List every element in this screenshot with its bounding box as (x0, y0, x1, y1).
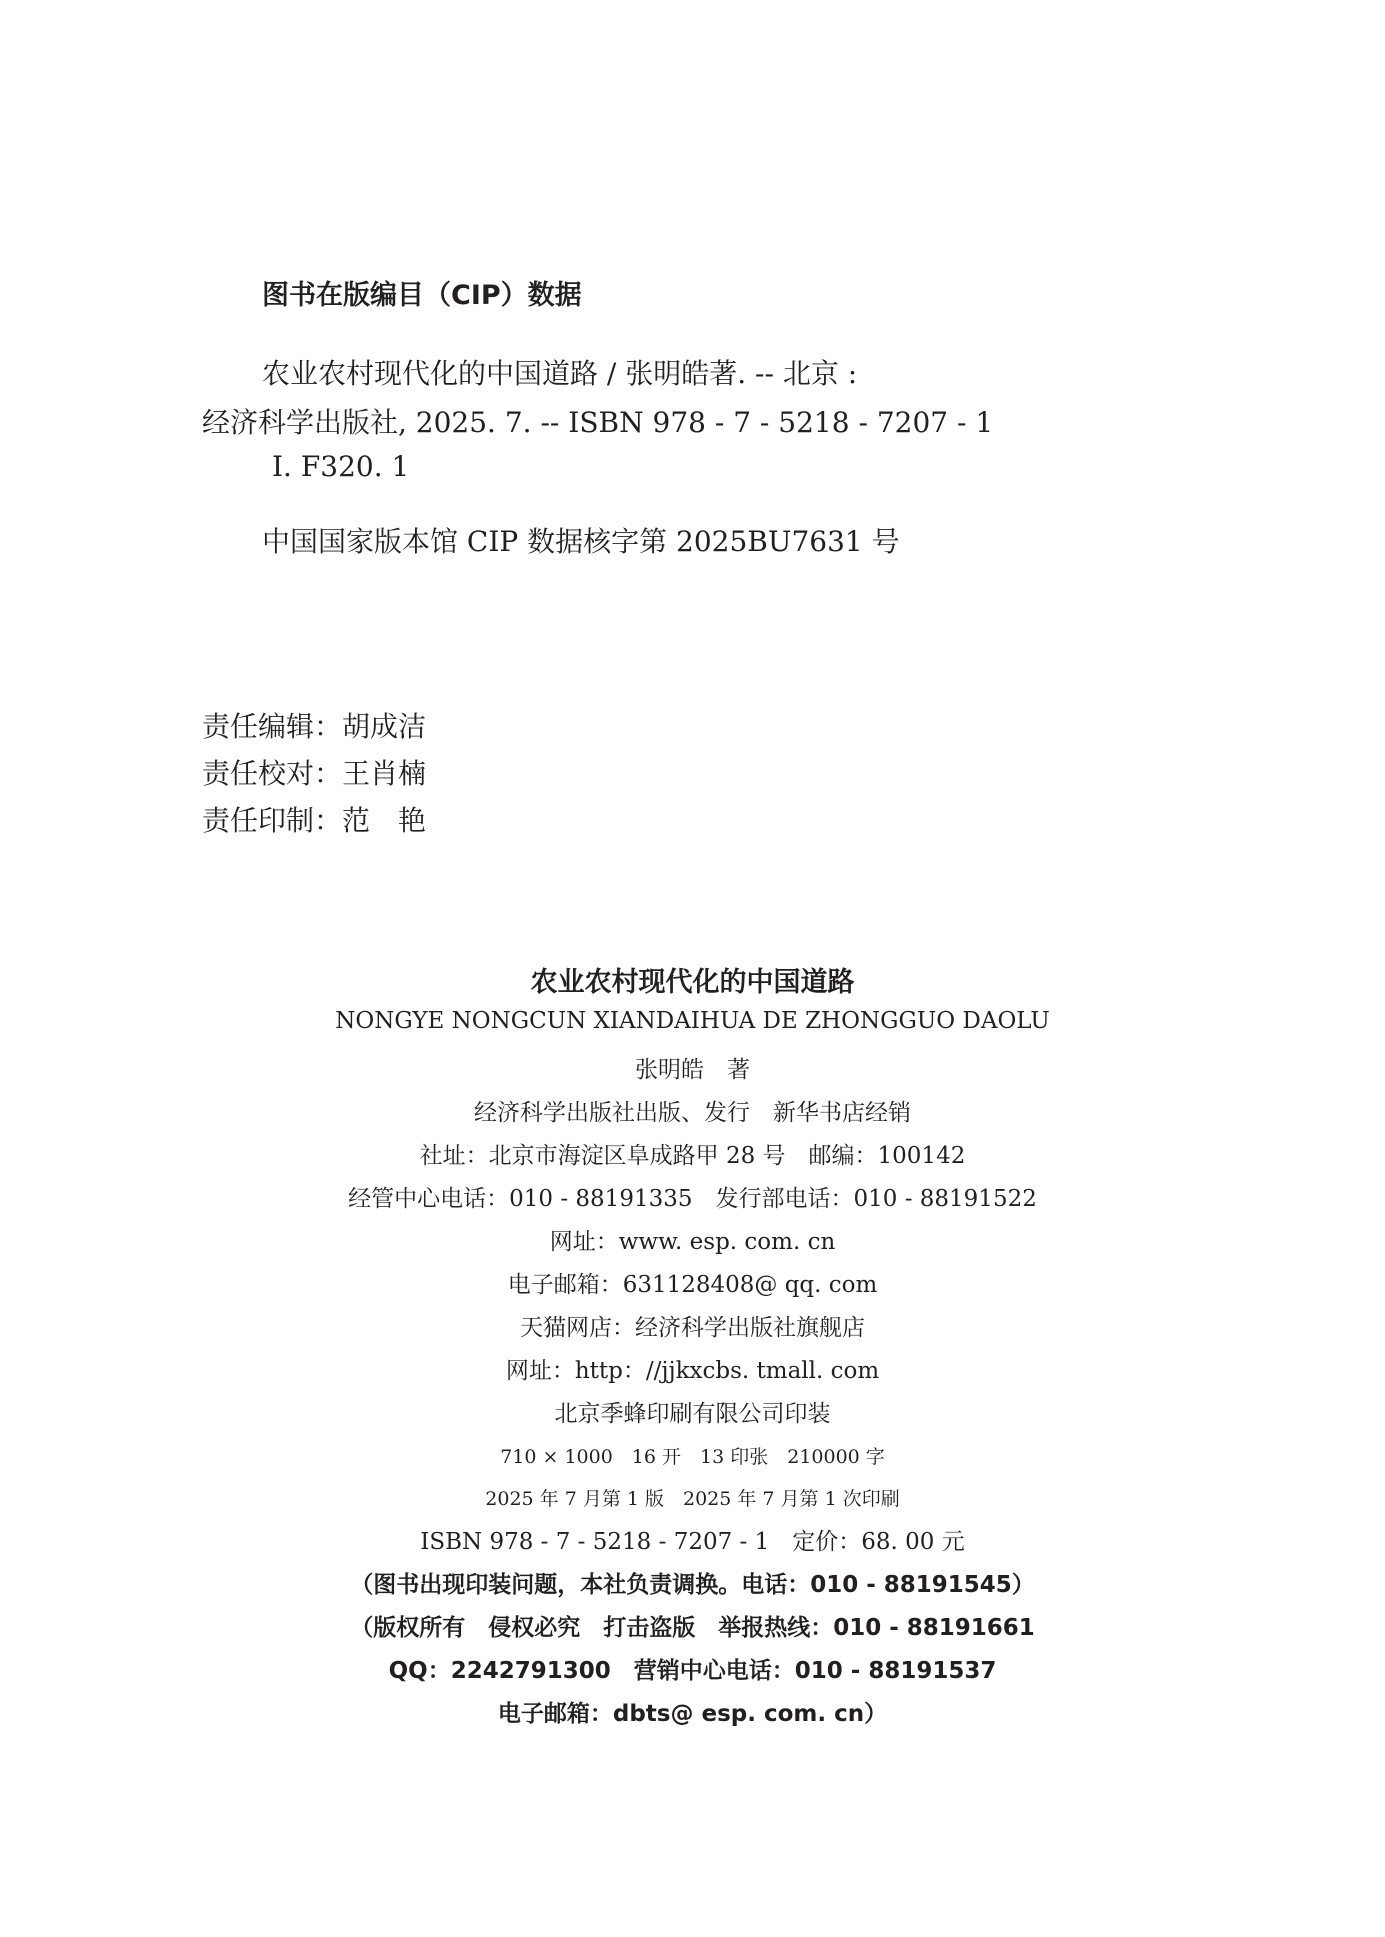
imprint-notice-email: 电子邮箱：dbts@ esp. com. cn） (497, 1701, 888, 1727)
imprint-phones: 经管中心电话：010 - 88191335 发行部电话：010 - 88191522 (348, 1186, 1037, 1212)
imprint-address: 社址：北京市海淀区阜成路甲 28 号 邮编：100142 (419, 1143, 966, 1169)
imprint-tmall-store: 天猫网店：经济科学出版社旗舰店 (520, 1315, 865, 1341)
responsible-printing: 责任印制：范 艳 (202, 804, 427, 837)
imprint-tmall-url: 网址：http：//jjkxcbs. tmall. com (505, 1358, 880, 1384)
responsible-proofreader: 责任校对：王肖楠 (202, 757, 427, 790)
imprint-edition: 2025 年 7 月第 1 版 2025 年 7 月第 1 次印刷 (485, 1488, 900, 1510)
imprint-title-pinyin: NONGYE NONGCUN XIANDAIHUA DE ZHONGGUO DAOLU (335, 1008, 1050, 1034)
imprint-isbn-price: ISBN 978 - 7 - 5218 - 7207 - 1 定价：68. 00 元 (420, 1529, 965, 1555)
cip-heading: 图书在版编目（CIP）数据 (262, 280, 582, 311)
imprint-website: 网址：www. esp. com. cn (549, 1229, 836, 1255)
imprint-notice-qq: QQ：2242791300 营销中心电话：010 - 88191537 (388, 1658, 997, 1684)
imprint-notice-copyright: （版权所有 侵权必究 打击盗版 举报热线：010 - 88191661 (350, 1615, 1035, 1641)
imprint-email: 电子邮箱：631128408@ qq. com (507, 1272, 878, 1298)
cip-line-classification: Ⅰ. F320. 1 (272, 450, 410, 483)
imprint-notice-replacement: （图书出现印装问题，本社负责调换。电话：010 - 88191545） (350, 1572, 1035, 1598)
imprint-publisher: 经济科学出版社出版、发行 新华书店经销 (474, 1100, 911, 1126)
cip-line-title: 农业农村现代化的中国道路 / 张明皓著. -- 北京 : (262, 357, 858, 390)
imprint-title-cn: 农业农村现代化的中国道路 (530, 967, 855, 998)
responsible-editor: 责任编辑：胡成洁 (202, 710, 427, 743)
imprint-format: 710 × 1000 16 开 13 印张 210000 字 (500, 1446, 885, 1468)
cip-line-publisher: 经济科学出版社, 2025. 7. -- ISBN 978 - 7 - 5218 - 7207 - 1 (202, 406, 994, 439)
imprint-author: 张明皓 著 (635, 1057, 750, 1083)
cip-line-record-number: 中国国家版本馆 CIP 数据核字第 2025BU7631 号 (262, 525, 900, 558)
imprint-printer: 北京季蜂印刷有限公司印装 (554, 1401, 831, 1427)
